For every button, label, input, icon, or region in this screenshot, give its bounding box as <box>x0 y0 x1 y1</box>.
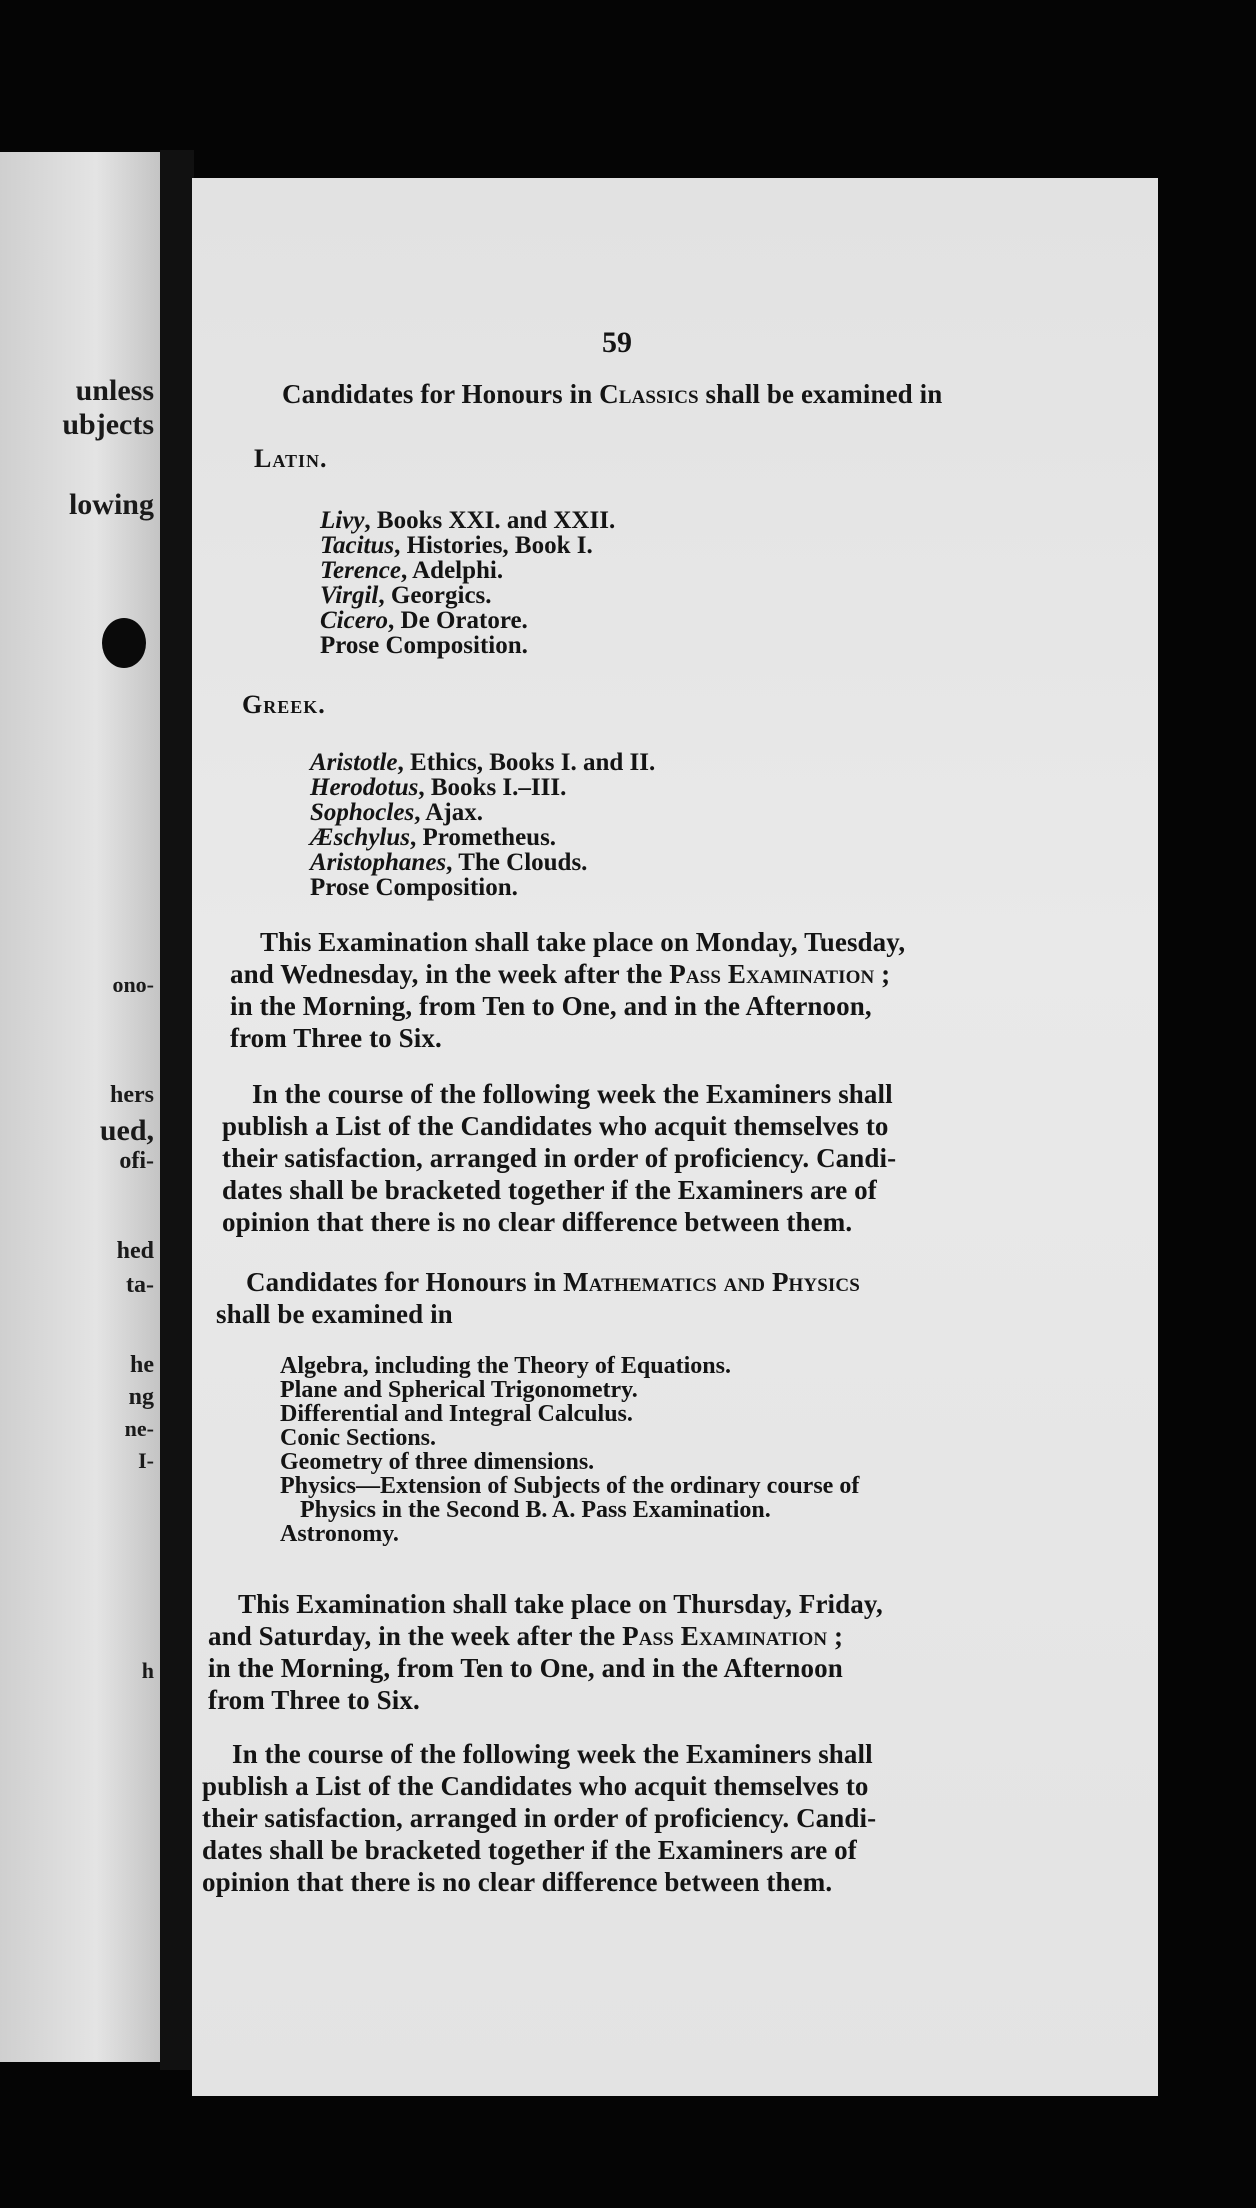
greek-book-list <box>310 750 655 900</box>
intro-text: Candidates for Honours in <box>282 379 593 409</box>
fragment-text: ng <box>128 1384 154 1410</box>
fragment-text: ono- <box>112 972 154 997</box>
list-item: Astronomy. <box>280 1521 399 1547</box>
fragment-text: hed <box>116 1238 154 1264</box>
list-item: Sophocles, Ajax. <box>310 799 483 826</box>
list-item: Livy, Books XXI. and XXII. <box>320 507 616 534</box>
fragment-text: ubjects <box>62 408 154 441</box>
list-item: Plane and Spherical Trigonometry. <box>280 1377 638 1403</box>
fragment-text: ta- <box>126 1272 154 1298</box>
list-item: Virgil, Georgics. <box>320 582 492 609</box>
latin-book-list <box>320 508 615 658</box>
classics-schedule: This Examination shall take place on Monday, Tuesday, and Wednesday, in the week after the Pass Examination ; in the Morning, from Ten to One, and in the Afternoon, from Three to Six. <box>230 927 906 1053</box>
maths-schedule: This Examination shall take place on Thursday, Friday, and Saturday, in the week after the Pass Examination ; in the Morning, from Ten to One, and in the Afternoon from Three to Six. <box>208 1589 883 1715</box>
list-item: Physics in the Second B. A. Pass Examination. <box>300 1497 771 1523</box>
classics-results-paragraph: In the course of the following week the Examiners shall publish a List of the Candidates who acquit themselves to their satisfaction, arranged in order of proficiency. Candi- dates shall be bracketed together if the Examiners are of opinion that there is no clear difference between them. <box>222 1079 897 1237</box>
pass-examination: Pass Examination <box>622 1621 828 1651</box>
list-item: Conic Sections. <box>280 1425 436 1451</box>
page-number: 59 <box>602 326 632 359</box>
maths-intro: Candidates for Honours in Mathematics and Physics shall be examined in <box>216 1267 860 1329</box>
fragment-text: unless <box>75 374 154 407</box>
list-item: Differential and Integral Calculus. <box>280 1401 633 1427</box>
fragment-text: he <box>130 1352 154 1378</box>
list-item: Aristotle, Ethics, Books I. and II. <box>310 749 656 776</box>
list-item: Tacitus, Histories, Book I. <box>320 532 593 559</box>
list-item: Terence, Adelphi. <box>320 557 504 584</box>
fragment-text: ued, <box>99 1114 154 1147</box>
maths-subject-list <box>280 1354 859 1546</box>
fragment-text: ne- <box>124 1416 154 1441</box>
fragment-text: I- <box>138 1448 154 1473</box>
list-item: Herodotus, Books I.–III. <box>310 774 567 801</box>
list-item: Aristophanes, The Clouds. <box>310 849 588 876</box>
fragment-text: hers <box>110 1082 154 1108</box>
subject-mathematics-physics: Mathematics and Physics <box>563 1267 860 1297</box>
list-item: Æschylus, Prometheus. <box>310 824 557 851</box>
intro-text: Candidates for Honours in <box>246 1267 557 1297</box>
list-item: Cicero, De Oratore. <box>320 607 528 634</box>
book-page <box>192 178 1158 2096</box>
list-item: Physics—Extension of Subjects of the ordinary course of <box>280 1473 860 1499</box>
list-item: Geometry of three dimensions. <box>280 1449 595 1475</box>
pass-examination: Pass Examination <box>669 959 875 989</box>
subject-classics: Classics <box>599 379 699 409</box>
fragment-text: ofi- <box>119 1148 154 1174</box>
fragment-text: h <box>141 1658 154 1683</box>
list-item: Algebra, including the Theory of Equations. <box>280 1353 731 1379</box>
binding-gutter <box>160 150 194 2070</box>
maths-results-paragraph: In the course of the following week the Examiners shall publish a List of the Candidates who acquit themselves to their satisfaction, arranged in order of proficiency. Candi- dates shall be bracketed together if the Examiners are of opinion that there is no clear difference between them. <box>202 1739 877 1897</box>
ink-blot <box>102 618 146 668</box>
intro-text: shall be examined in <box>705 379 943 409</box>
heading-latin: Latin. <box>254 444 328 473</box>
fragment-text: lowing <box>68 488 154 521</box>
list-item: Prose Composition. <box>320 632 528 659</box>
heading-greek: Greek. <box>242 690 326 719</box>
classics-intro <box>282 378 982 410</box>
list-item: Prose Composition. <box>310 874 518 901</box>
previous-page-fragment <box>0 152 160 2062</box>
